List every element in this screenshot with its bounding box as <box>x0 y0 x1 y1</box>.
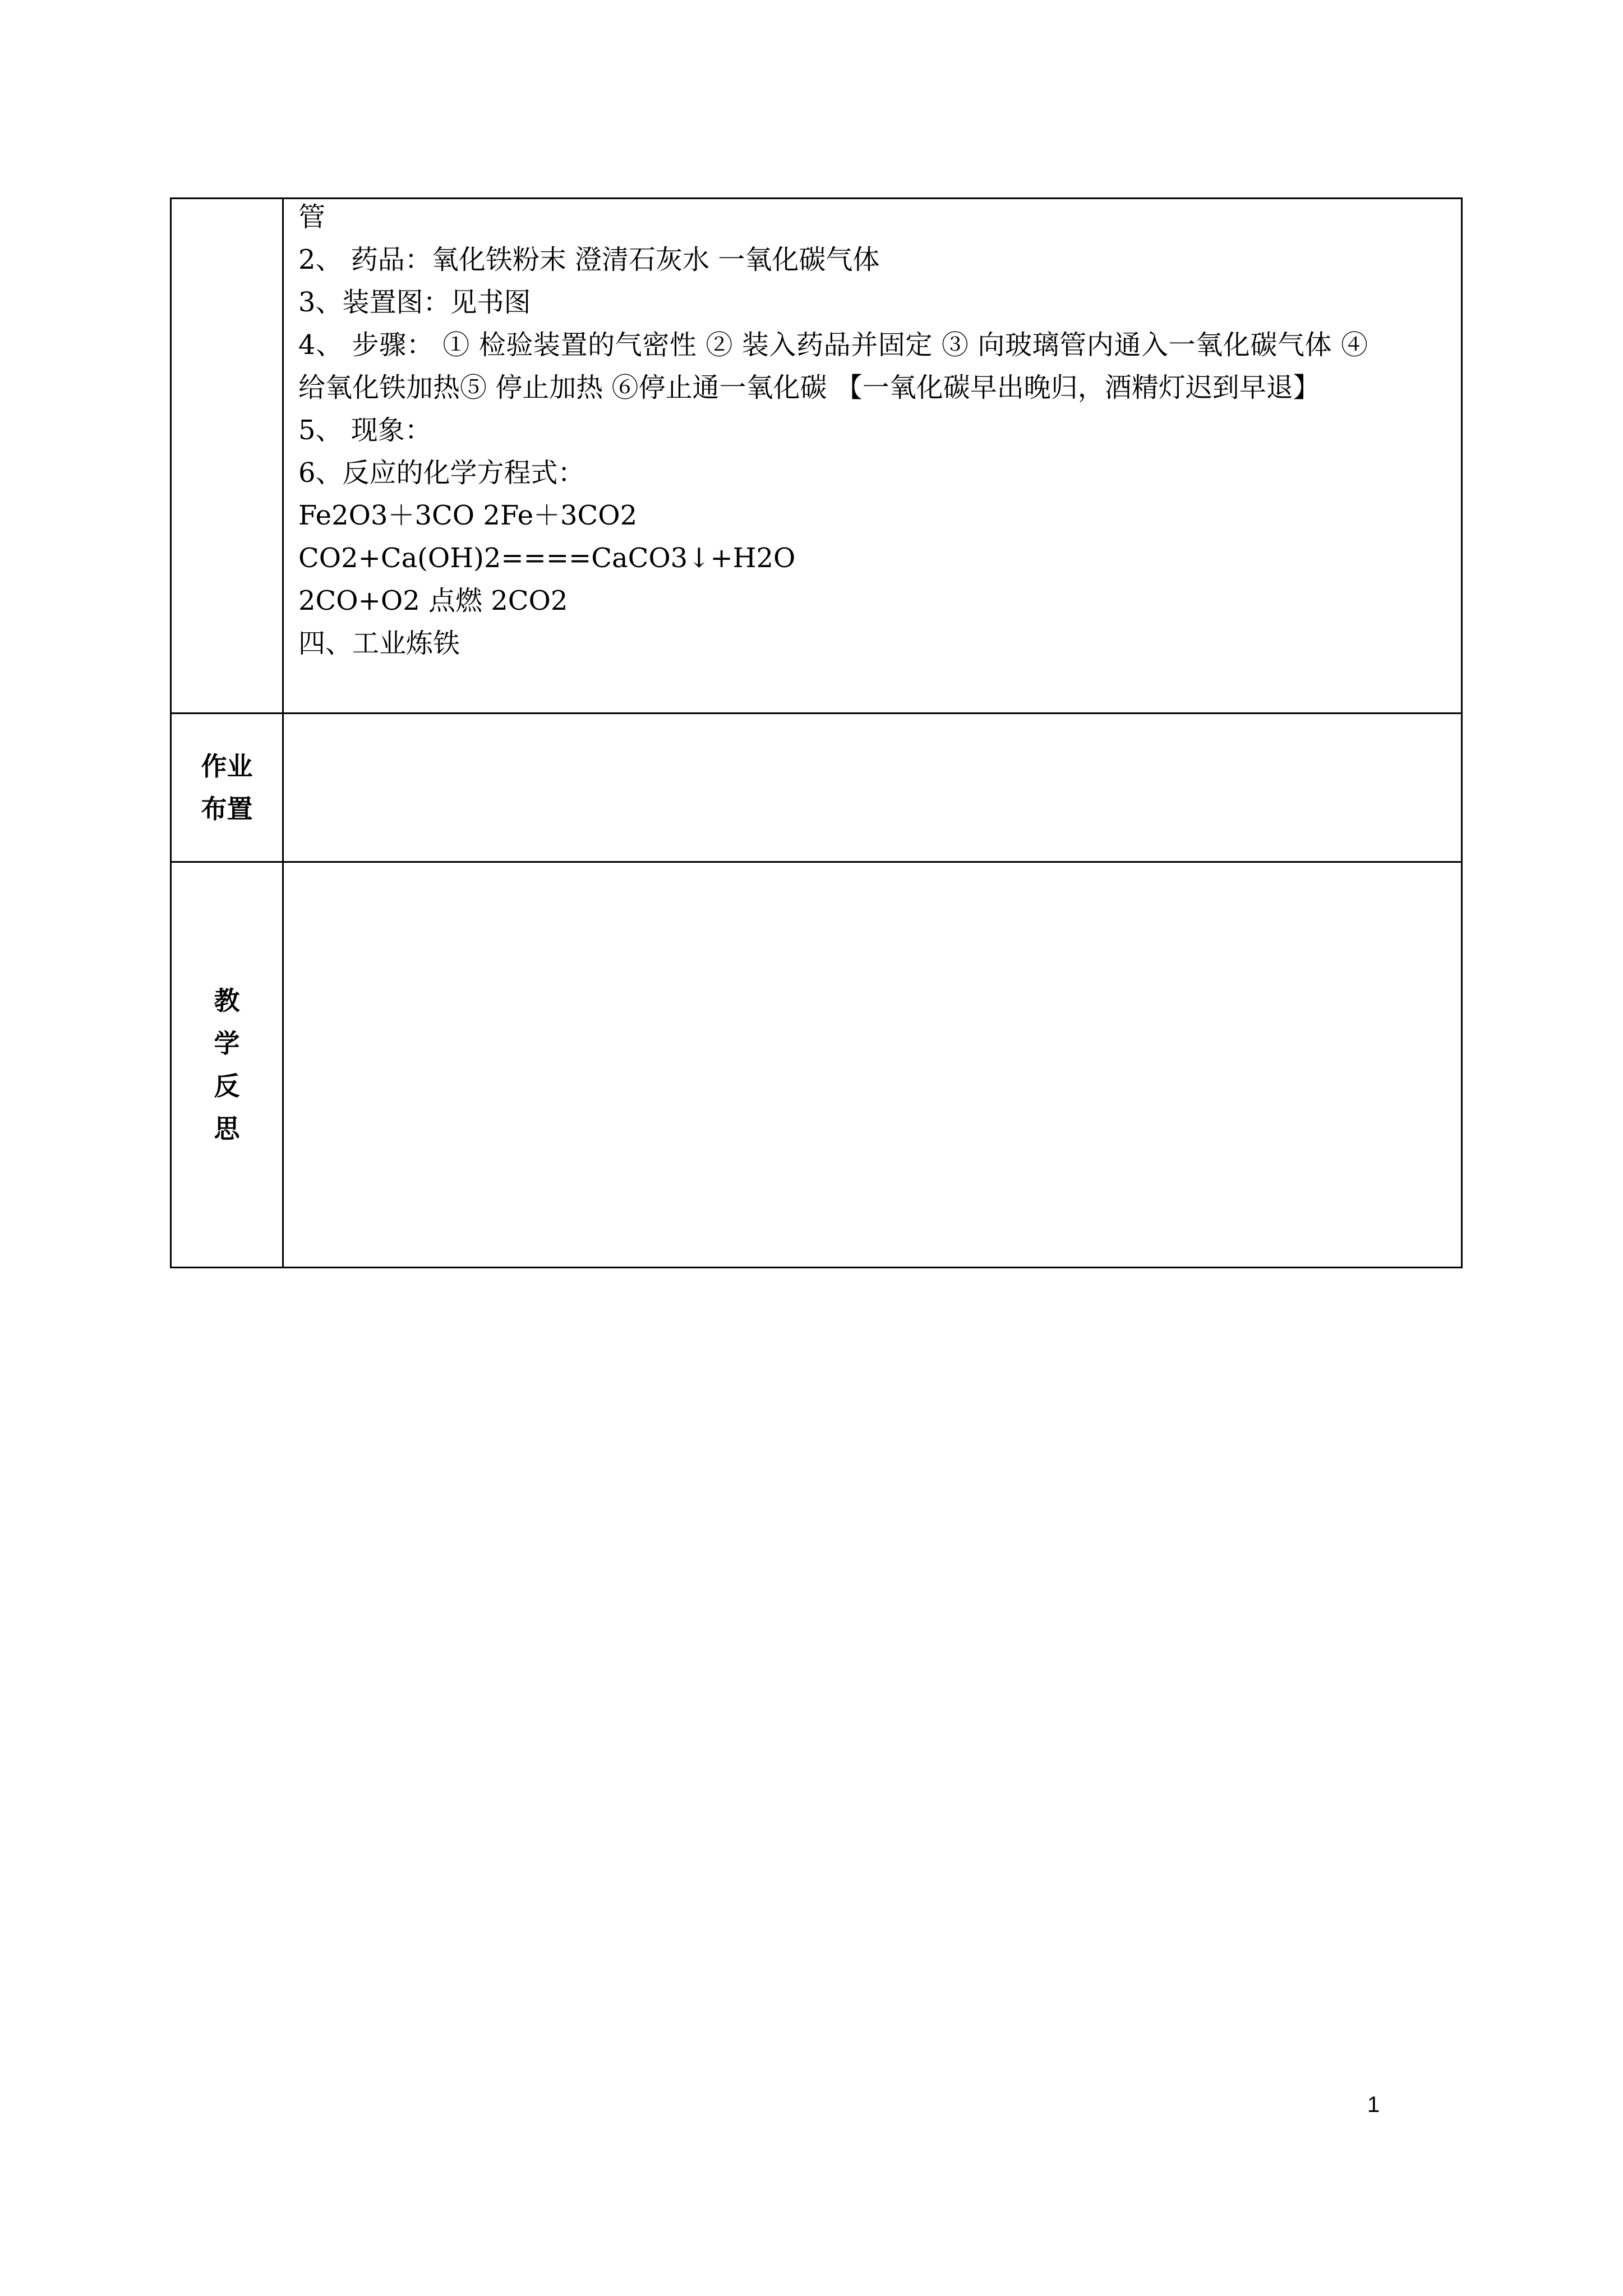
section-heading-industrial-iron: 四、工业炼铁 <box>298 628 460 659</box>
homework-content-cell <box>283 714 1462 862</box>
equation-line-2: CO2+Ca(OH)2====CaCO3↓+H2O <box>298 542 796 574</box>
reflection-label-line-1: 教 学 <box>214 986 258 1059</box>
homework-label-line-2: 布置 <box>201 794 253 824</box>
equation-line-1: Fe2O3＋3CO 2Fe＋3CO2 <box>298 500 638 531</box>
reflection-label <box>171 862 283 1268</box>
content-line-4: 4、 步骤： ① 检验装置的气密性 ② 装入药品并固定 ③ 向玻璃管内通入一氧化碳气体 ④ <box>298 329 1368 361</box>
reflection-row <box>171 862 1462 1268</box>
homework-label-line-1: 作业 <box>201 751 253 781</box>
homework-label <box>171 714 283 862</box>
content-line-3: 3、装置图：见书图 <box>298 287 531 318</box>
homework-row <box>171 714 1462 862</box>
reflection-content-cell <box>283 862 1462 1268</box>
content-row <box>171 199 1462 714</box>
reflection-label-line-2: 反 思 <box>214 1071 258 1144</box>
content-line-6: 5、 现象： <box>298 415 432 446</box>
content-line-5: 给氧化铁加热⑤ 停止加热 ⑥停止通一氧化碳 【一氧化碳早出晚归，酒精灯迟到早退】 <box>298 372 1320 403</box>
content-line-7: 6、反应的化学方程式： <box>298 457 585 489</box>
page-number: 1 <box>1367 2092 1380 2117</box>
content-line-1: 管 <box>298 201 326 233</box>
lesson-plan-table <box>170 197 1463 1268</box>
equation-line-3: 2CO+O2 点燃 2CO2 <box>298 585 568 616</box>
content-label-cell <box>171 199 283 714</box>
lesson-content-cell <box>283 199 1462 714</box>
content-line-2: 2、 药品：氧化铁粉末 澄清石灰水 一氧化碳气体 <box>298 244 880 275</box>
